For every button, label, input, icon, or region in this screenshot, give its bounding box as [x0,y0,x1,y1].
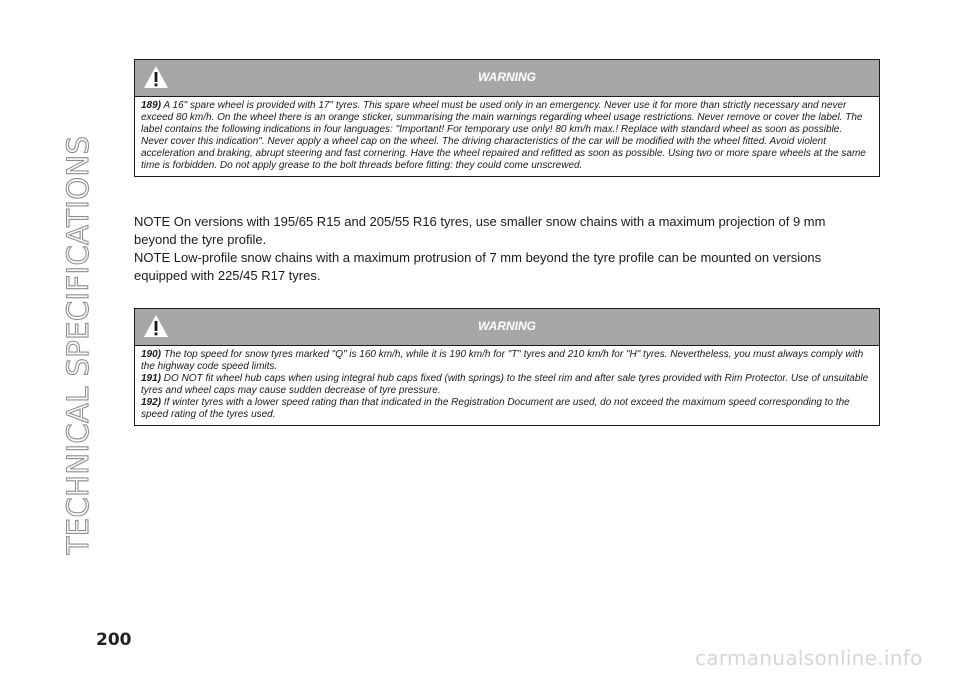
warning-item-text: The top speed for snow tyres marked "Q" is 160 km/h, while it is 190 km/h for "T" tyres and 210 km/h for "H" tyres. Nevertheless, you must always comply with the highway code speed limits. [141,349,864,372]
warning-item-text: A 16" spare wheel is provided with 17" tyres. This spare wheel must be used only in an emergency. Never use it for more than strictly necessary and never exceed 80 km/h. On the wheel there is an orange sticker, summarising the main warnings regarding wheel usage restrictions. Never remove or cover the label. The label contains the following indications in four languages: "Important! For temporary use only! 80 km/h max.! Replace with standard wheel as soon as possible. Never cover this indication". Never apply a wheel cap on the wheel. The driving characteristics of the car will be modified with the wheel fitted. Avoid violent acceleration and braking, abrupt steering and fast cornering. Have the wheel repaired and refitted as soon as possible. Using two or more spare wheels at the same time is forbidden. Do not apply grease to the bolt threads before fitting: they could come unscrewed. [141,100,866,171]
warning-item [141,373,869,397]
warning-header [135,60,879,97]
warning-title: WARNING [478,319,536,333]
warning-box-1 [134,59,880,177]
warning-body [135,97,879,176]
warning-item-number: 192) [141,397,162,408]
warning-triangle-icon [142,312,170,340]
warning-box-2 [134,308,880,426]
warning-triangle-icon [142,63,170,91]
warning-title: WARNING [478,70,536,84]
watermark: carmanualsonline.info [695,646,923,670]
warning-item [141,397,869,421]
note-paragraph: NOTE On versions with 195/65 R15 and 205/55 R16 tyres, use smaller snow chains with a maximum projection of 9 mm beyond the tyre profile. [134,214,826,247]
warning-item-text: If winter tyres with a lower speed rating than that indicated in the Registration Document are used, do not exceed the maximum speed corresponding to the speed rating of the tyres used. [141,397,850,420]
note-block [134,213,854,285]
warning-item-number: 189) [141,100,162,111]
warning-item-number: 190) [141,349,162,360]
warning-body [135,346,879,425]
warning-item-text: DO NOT fit wheel hub caps when using integral hub caps fixed (with springs) to the steel rim and after sale tyres provided with Rim Protector. Use of unsuitable tyres and wheel caps may cause sudden decrease of tyre pressure. [141,373,869,396]
warning-item [141,349,869,373]
page-number: 200 [96,630,132,650]
warning-item [141,100,869,172]
warning-item-number: 191) [141,373,162,384]
section-title: TECHNICAL SPECIFICATIONS [61,135,95,555]
warning-header [135,309,879,346]
note-paragraph: NOTE Low-profile snow chains with a maximum protrusion of 7 mm beyond the tyre profile can be mounted on versions equipped with 225/45 R17 tyres. [134,250,822,283]
